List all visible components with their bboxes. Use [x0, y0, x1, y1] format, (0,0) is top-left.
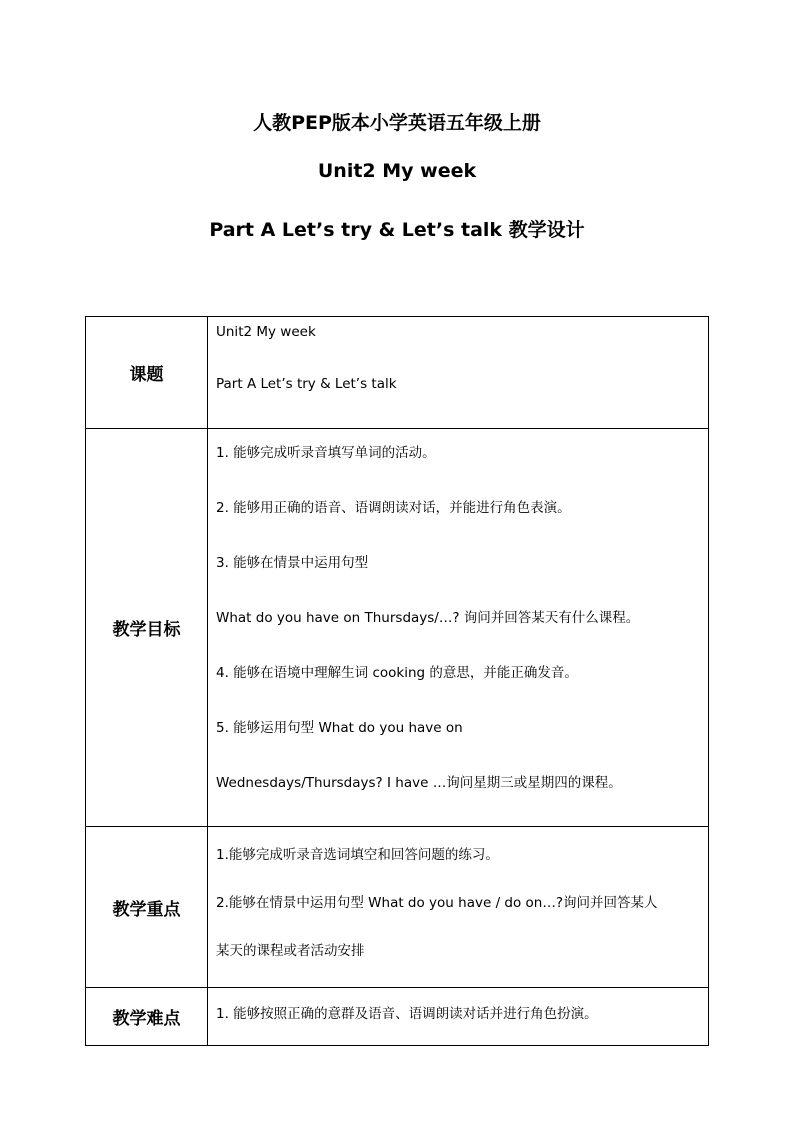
row-content-difficulties [208, 988, 709, 1046]
table-row-difficulties [86, 988, 709, 1046]
table-row-objectives [86, 429, 709, 827]
content-line: Part A Let’s try & Let’s talk [216, 376, 397, 392]
content-line: 1. 能够按照正确的意群及语音、语调朗读对话并进行角色扮演。 [216, 1006, 598, 1022]
row-content-objectives [208, 429, 709, 827]
content-line: What do you have on Thursdays/…? 询问并回答某天有什么课程。 [216, 610, 640, 626]
content-line: 1. 能够完成听录音填写单词的活动。 [216, 445, 436, 461]
lesson-plan-table [85, 316, 709, 1046]
table-row-topic [86, 317, 709, 429]
content-line: 2.能够在情景中运用句型 What do you have / do on…?询问并回答某人 [216, 895, 658, 911]
content-line: 3. 能够在情景中运用句型 [216, 555, 369, 571]
content-line: Unit2 My week [216, 324, 316, 340]
content-line: 1.能够完成听录音选词填空和回答问题的练习。 [216, 847, 499, 863]
content-line: 4. 能够在语境中理解生词 cooking 的意思，并能正确发音。 [216, 665, 578, 681]
row-label-topic: 课题 [86, 317, 208, 429]
content-line: 2. 能够用正确的语音、语调朗读对话，并能进行角色表演。 [216, 500, 571, 516]
document-title: 人教PEP版本小学英语五年级上册 [253, 112, 541, 134]
row-label-difficulties: 教学难点 [86, 988, 208, 1046]
part-title: Part A Let’s try & Let’s talk 教学设计 [209, 219, 585, 241]
row-content-topic [208, 317, 709, 429]
unit-title: Unit2 My week [317, 160, 477, 182]
row-label-objectives: 教学目标 [86, 429, 208, 827]
content-line: 某天的课程或者活动安排 [216, 943, 365, 959]
row-content-key-points [208, 827, 709, 988]
row-label-key-points: 教学重点 [86, 827, 208, 988]
content-line: Wednesdays/Thursdays? I have …询问星期三或星期四的课程。 [216, 775, 622, 791]
content-line: 5. 能够运用句型 What do you have on [216, 720, 463, 736]
table-row-key-points [86, 827, 709, 988]
